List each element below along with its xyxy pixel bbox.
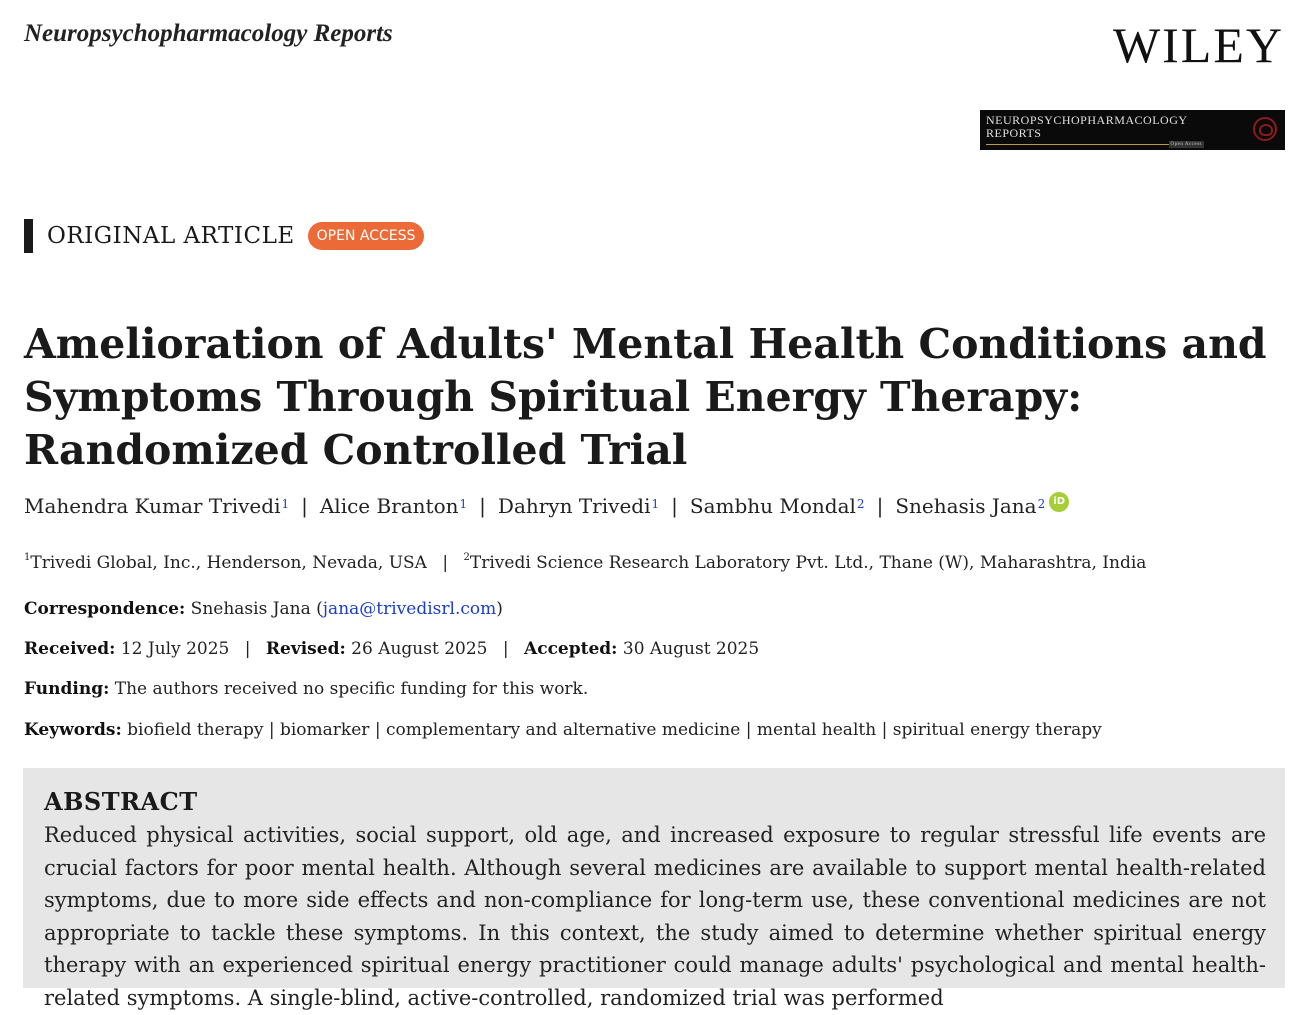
abstract-heading: ABSTRACT: [44, 787, 198, 816]
funding-text: The authors received no specific funding for this work.: [114, 679, 589, 699]
author-affiliation-ref[interactable]: 2: [1037, 497, 1046, 511]
affiliation-text: Trivedi Science Research Laboratory Pvt. Ltd., Thane (W), Maharashtra, India: [469, 553, 1147, 573]
received-date: 12 July 2025: [120, 639, 230, 659]
article-type-bar: [24, 219, 33, 253]
journal-logo-icon: [1253, 117, 1277, 141]
funding: [24, 679, 588, 699]
keyword[interactable]: biofield therapy: [127, 720, 264, 740]
date-separator: |: [244, 639, 251, 659]
keyword-separator: |: [745, 720, 752, 740]
received-label: Received:: [24, 639, 116, 659]
affiliation-separator: |: [442, 553, 449, 573]
article-title: Amelioration of Adults' Mental Health Conditions and Symptoms Through Spiritual Energy Therapy: Randomized Controlled Trial: [24, 320, 1267, 474]
accepted-label: Accepted:: [524, 639, 618, 659]
correspondence: Correspondence: Snehasis Jana (jana@trivedisrl.com): [24, 599, 503, 619]
keywords: [24, 720, 1102, 740]
keyword[interactable]: mental health: [756, 720, 877, 740]
keyword[interactable]: complementary and alternative medicine: [385, 720, 741, 740]
affiliation-number: 2: [463, 552, 470, 563]
keyword-separator: |: [268, 720, 275, 740]
orcid-icon[interactable]: iD: [1049, 492, 1069, 512]
accepted-date: 30 August 2025: [622, 639, 760, 659]
article-dates: [24, 639, 759, 659]
author-affiliation-ref[interactable]: 1: [459, 497, 468, 511]
correspondence-name: Snehasis Jana: [190, 599, 311, 619]
revised-date: 26 August 2025: [351, 639, 488, 659]
journal-banner[interactable]: [980, 110, 1285, 150]
funding-label: Funding:: [24, 679, 110, 699]
author-list: [24, 494, 1069, 518]
author-name[interactable]: Dahryn Trivedi: [497, 494, 651, 518]
affiliation-number: 1: [24, 552, 31, 563]
revised-label: Revised:: [265, 639, 346, 659]
keyword-separator: |: [374, 720, 381, 740]
article-type-row: [24, 219, 424, 253]
keyword-separator: |: [881, 720, 888, 740]
publisher-logo[interactable]: WILEY: [1112, 17, 1284, 73]
author-affiliation-ref[interactable]: 1: [651, 497, 660, 511]
keyword[interactable]: spiritual energy therapy: [892, 720, 1102, 740]
banner-open-access-tag: Open Access: [1170, 142, 1202, 147]
abstract-section: [23, 768, 1285, 1010]
author-name[interactable]: Snehasis Jana: [895, 494, 1037, 518]
author-affiliation-ref[interactable]: 2: [856, 497, 865, 511]
correspondence-email-link[interactable]: jana@trivedisrl.com: [322, 599, 497, 619]
journal-name[interactable]: Neuropsychopharmacology Reports: [24, 20, 393, 47]
article-type: ORIGINAL ARTICLE: [47, 223, 295, 249]
keyword[interactable]: biomarker: [279, 720, 370, 740]
author-separator: |: [301, 494, 308, 518]
author-name[interactable]: Alice Branton: [319, 494, 459, 518]
author-separator: |: [479, 494, 486, 518]
affiliations: [24, 553, 1146, 573]
date-separator: |: [502, 639, 509, 659]
author-name[interactable]: Mahendra Kumar Trivedi: [24, 494, 281, 518]
abstract-text: Reduced physical activities, social support, old age, and increased exposure to regular stressful life events are crucial factors for poor mental health. Although several medicines are available to support mental health-related symptoms, due to more side effects and non-compliance for long-term use, these conventional medicines are not appropriate to tackle these symptoms. In this context, the study aimed to determine whether spiritual energy therapy with an experienced spiritual energy practitioner could manage adults' psychological and mental health-related symptoms. A single-blind, active-controlled, randomized trial was performed: [44, 823, 1266, 1010]
keywords-label: Keywords:: [24, 720, 122, 740]
author-affiliation-ref[interactable]: 1: [281, 497, 290, 511]
affiliation-text: Trivedi Global, Inc., Henderson, Nevada, USA: [30, 553, 427, 573]
banner-title-line2: REPORTS: [986, 126, 1042, 140]
author-separator: |: [876, 494, 884, 518]
banner-title-line1: NEUROPSYCHOPHARMACOLOGY: [986, 113, 1188, 127]
author-separator: |: [671, 494, 678, 518]
author-name[interactable]: Sambhu Mondal: [689, 494, 856, 518]
correspondence-label: Correspondence:: [24, 599, 186, 619]
open-access-badge[interactable]: OPEN ACCESS: [308, 222, 425, 250]
